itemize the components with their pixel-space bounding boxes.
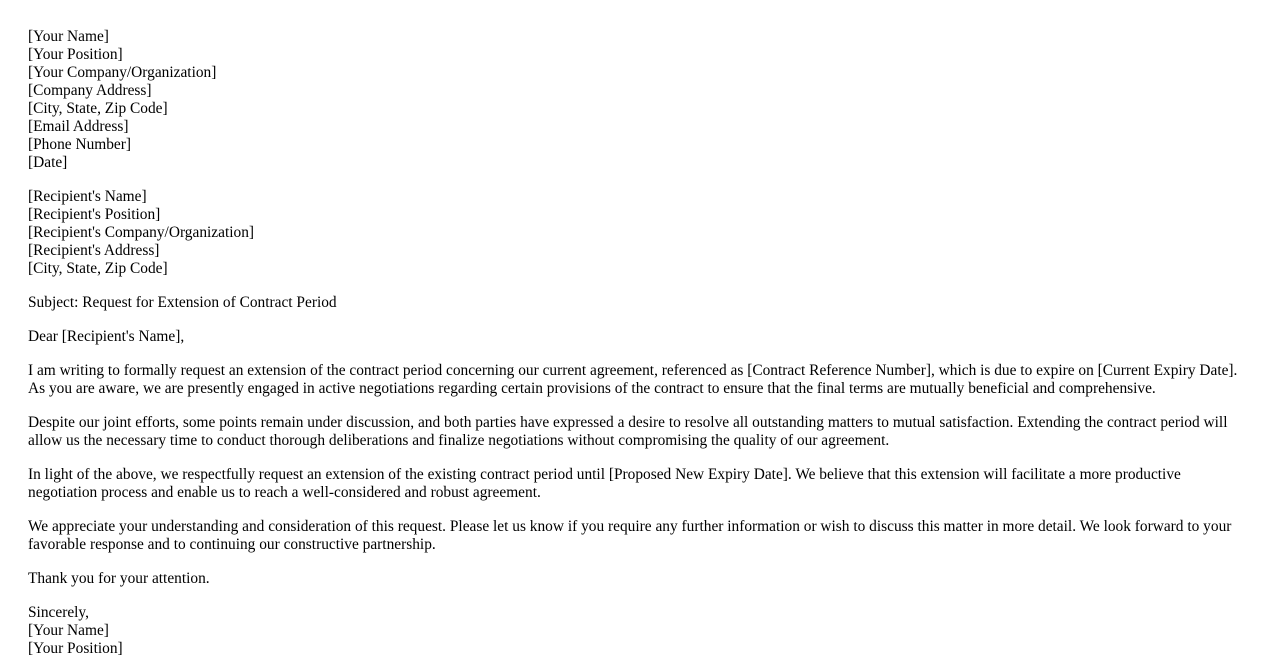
sender-email: [Email Address] <box>28 118 129 135</box>
recipient-position: [Recipient's Position] <box>28 206 161 223</box>
closing-name: [Your Name] <box>28 622 109 639</box>
sender-block <box>28 28 1250 172</box>
sender-company: [Your Company/Organization] <box>28 64 217 81</box>
letter-date: [Date] <box>28 154 68 171</box>
body-paragraph-4: We appreciate your understanding and consideration of this request. Please let us know if you require any further information or wish to discuss this matter in more detail. We look forward to your favorable response and to continuing our constructive partnership. <box>28 518 1232 553</box>
recipient-address: [Recipient's Address] <box>28 242 160 259</box>
sender-address: [Company Address] <box>28 82 152 99</box>
thanks-line: Thank you for your attention. <box>28 570 210 587</box>
sender-position: [Your Position] <box>28 46 123 63</box>
valediction: Sincerely, <box>28 604 89 621</box>
recipient-name: [Recipient's Name] <box>28 188 147 205</box>
sender-phone: [Phone Number] <box>28 136 132 153</box>
recipient-company: [Recipient's Company/Organization] <box>28 224 255 241</box>
salutation: Dear [Recipient's Name], <box>28 328 185 345</box>
sender-city: [City, State, Zip Code] <box>28 100 168 117</box>
body-paragraph-2: Despite our joint efforts, some points remain under discussion, and both parties have expressed a desire to resolve all outstanding matters to mutual satisfaction. Extending the contract period will allow us the necessary time to conduct thorough deliberations and finalize negotiations without compromising the quality of our agreement. <box>28 414 1228 449</box>
body-paragraph-3: In light of the above, we respectfully request an extension of the existing contract period until [Proposed New Expiry Date]. We believe that this extension will facilitate a more productive negotiation process and enable us to reach a well-considered and robust agreement. <box>28 466 1181 501</box>
recipient-block <box>28 188 1250 278</box>
body-paragraph-1: I am writing to formally request an extension of the contract period concerning our current agreement, referenced as [Contract Reference Number], which is due to expire on [Current Expiry Date]. As you are aware, we are presently engaged in active negotiations regarding certain provisions of the contract to ensure that the final terms are mutually beneficial and comprehensive. <box>28 362 1238 397</box>
closing-position: [Your Position] <box>28 640 123 657</box>
letter-document <box>28 28 1250 658</box>
sender-name: [Your Name] <box>28 28 109 45</box>
recipient-city: [City, State, Zip Code] <box>28 260 168 277</box>
subject-line: Subject: Request for Extension of Contract Period <box>28 294 337 311</box>
